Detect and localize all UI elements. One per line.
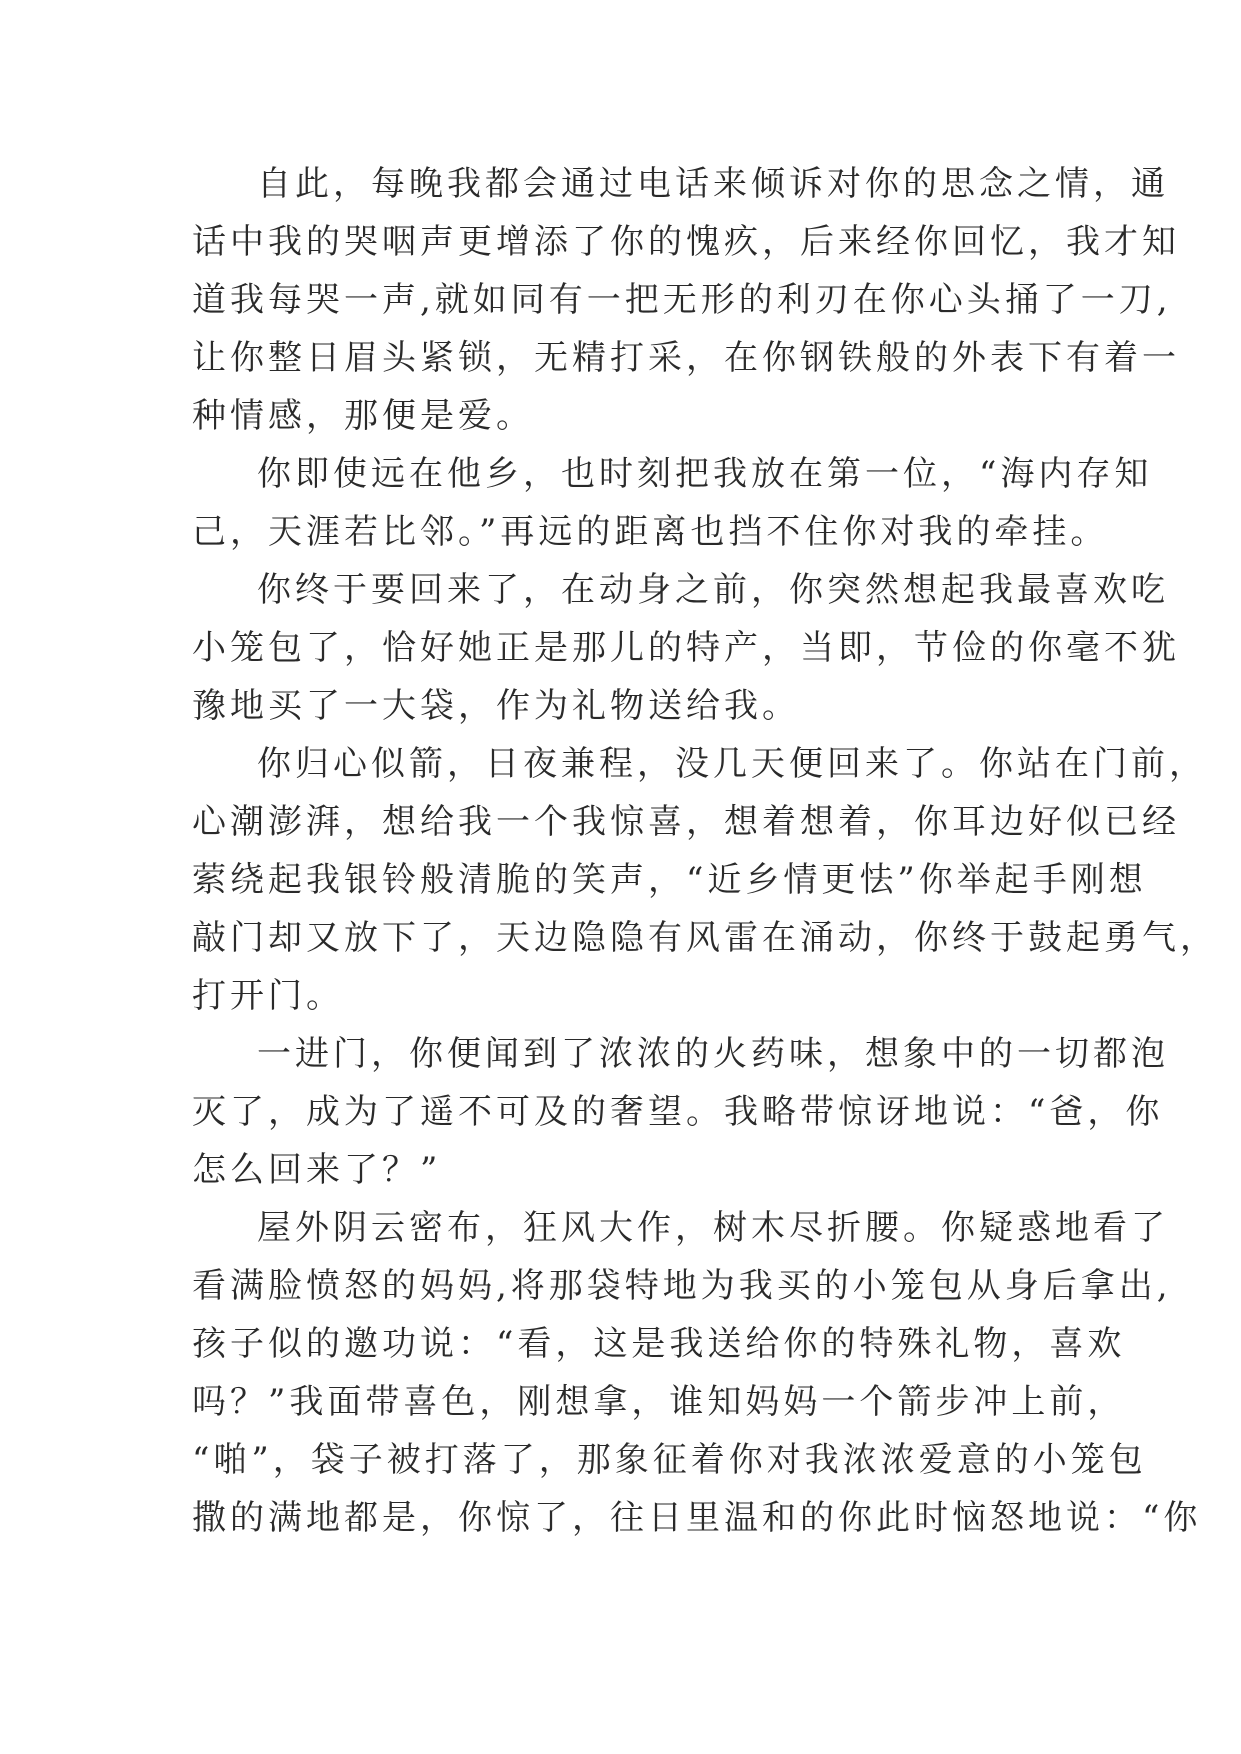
text-line: 心潮澎湃，想给我一个我惊喜，想着想着，你耳边好似已经 xyxy=(192,802,1180,842)
text-line: 吗？”我面带喜色，刚想拿，谁知妈妈一个箭步冲上前， xyxy=(192,1382,1126,1422)
text-line: 孩子似的邀功说：“看，这是我送给你的特殊礼物，喜欢 xyxy=(192,1324,1126,1364)
text-line: 撒的满地都是，你惊了，往日里温和的你此时恼怒地说：“你 xyxy=(192,1498,1202,1538)
text-line: 你归心似箭，日夜兼程，没几天便回来了。你站在门前， xyxy=(257,744,1207,784)
text-line: 道我每哭一声,就如同有一把无形的利刃在你心头捅了一刀, xyxy=(192,280,1172,320)
paragraph-3 xyxy=(192,561,1180,735)
text-line: 看满脸愤怒的妈妈,将那袋特地为我买的小笼包从身后拿出, xyxy=(192,1266,1172,1306)
text-line: “啪”，袋子被打落了，那象征着你对我浓浓爱意的小笼包 xyxy=(192,1440,1147,1480)
body-text xyxy=(192,155,1218,1547)
text-line: 怎么回来了？” xyxy=(192,1150,442,1190)
text-line: 一进门，你便闻到了浓浓的火药味，想象中的一切都泡 xyxy=(257,1034,1169,1074)
text-line: 灭了，成为了遥不可及的奢望。我略带惊讶地说：“爸，你 xyxy=(192,1092,1164,1132)
text-line: 打开门。 xyxy=(192,976,344,1016)
text-line: 自此，每晚我都会通过电话来倾诉对你的思念之情，通 xyxy=(257,164,1169,204)
text-line: 屋外阴云密布，狂风大作，树木尽折腰。你疑惑地看了 xyxy=(257,1208,1169,1248)
text-line: 你终于要回来了，在动身之前，你突然想起我最喜欢吃 xyxy=(257,570,1169,610)
text-line: 话中我的哭咽声更增添了你的愧疚，后来经你回忆，我才知 xyxy=(192,222,1180,262)
text-line: 敲门却又放下了，天边隐隐有风雷在涌动，你终于鼓起勇气， xyxy=(192,918,1218,958)
text-line: 你即使远在他乡，也时刻把我放在第一位，“海内存知 xyxy=(257,454,1153,494)
text-line: 让你整日眉头紧锁，无精打采，在你钢铁般的外表下有着一 xyxy=(192,338,1180,378)
text-line: 己，天涯若比邻。”再远的距离也挡不住你对我的牵挂。 xyxy=(192,512,1109,552)
paragraph-6 xyxy=(192,1199,1202,1547)
text-line: 种情感，那便是爱。 xyxy=(192,396,534,436)
text-line: 豫地买了一大袋，作为礼物送给我。 xyxy=(192,686,800,726)
text-line: 萦绕起我银铃般清脆的笑声，“近乡情更怯”你举起手刚想 xyxy=(192,860,1147,900)
paragraph-5 xyxy=(192,1025,1169,1199)
paragraph-2 xyxy=(192,445,1153,561)
paragraph-4 xyxy=(192,735,1218,1025)
text-line: 小笼包了，恰好她正是那儿的特产，当即，节俭的你毫不犹 xyxy=(192,628,1180,668)
paragraph-1 xyxy=(192,155,1180,445)
